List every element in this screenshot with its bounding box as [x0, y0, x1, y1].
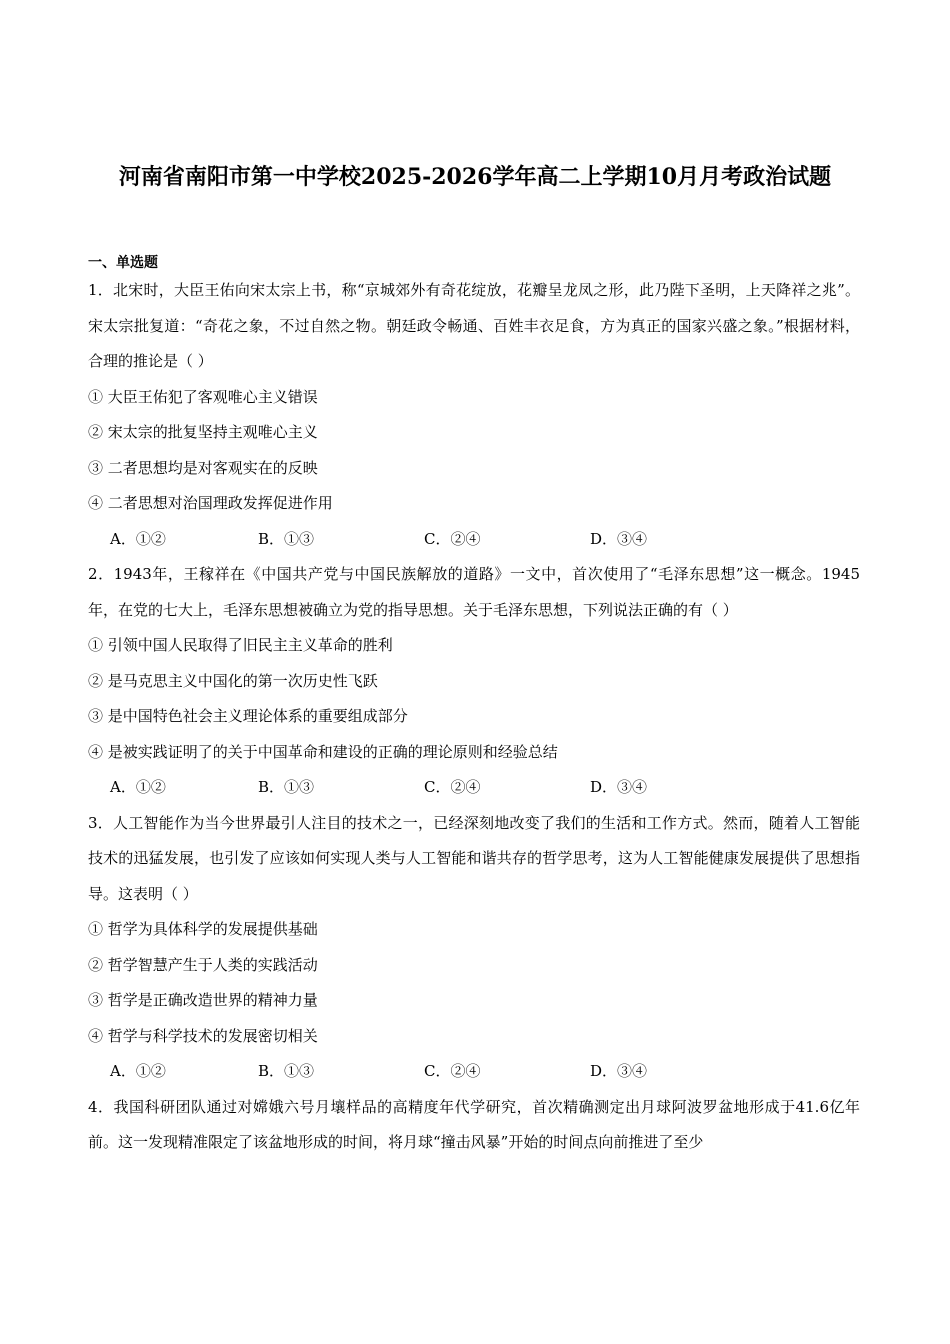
question-stem: 2．1943年，王稼祥在《中国共产党与中国民族解放的道路》一文中，首次使用了“毛泽东思想”这一概念。1945年，在党的七大上，毛泽东思想被确立为党的指导思想。关于毛泽东思想，下列说法正确的有（ ）	[88, 565, 860, 619]
option-2: ② 是马克思主义中国化的第一次历史性飞跃	[88, 671, 378, 690]
answer-a: A．①②	[110, 529, 166, 548]
question-stem: 1．北宋时，大臣王佑向宋太宗上书，称“京城郊外有奇花绽放，花瓣呈龙凤之形，此乃陛下圣明，上天降祥之兆”。宋太宗批复道：“奇花之象，不过自然之物。朝廷政令畅通、百姓丰衣足食，方为真正的国家兴盛之象。”根据材料，合理的推论是（ ）	[88, 281, 860, 370]
option-1: ① 哲学为具体科学的发展提供基础	[88, 920, 318, 938]
question-1	[88, 273, 860, 557]
section-heading: 一、单选题	[88, 255, 158, 271]
answer-a: A．①②	[110, 1062, 166, 1080]
answer-d: D．③④	[590, 1062, 648, 1080]
option-3: ③ 二者思想均是对客观实在的反映	[88, 458, 318, 477]
answer-a: A．①②	[110, 778, 166, 796]
answer-b: B．①③	[258, 1062, 315, 1080]
answer-choices	[88, 770, 860, 806]
question-stem: 3．人工智能作为当今世界最引人注目的技术之一，已经深刻地改变了我们的生活和工作方式。然而，随着人工智能技术的迅猛发展，也引发了应该如何实现人类与人工智能和谐共存的哲学思考，这为人工智能健康发展提供了思想指导。这表明（ ）	[88, 813, 860, 903]
option-4: ④ 哲学与科学技术的发展密切相关	[88, 1026, 318, 1045]
answer-c: C．②④	[424, 1062, 481, 1080]
question-stem: 4．我国科研团队通过对嫦娥六号月壤样品的高精度年代学研究，首次精确测定出月球阿波罗盆地形成于41.6亿年前。这一发现精准限定了该盆地形成的时间，将月球“撞击风暴”开始的时间点向前推进了至少	[88, 1097, 860, 1151]
answer-d: D．③④	[590, 778, 648, 796]
answer-choices	[88, 522, 860, 558]
option-4: ④ 二者思想对治国理政发挥促进作用	[88, 494, 333, 512]
question-4	[88, 1090, 860, 1161]
question-list	[88, 273, 860, 1161]
page-title: 河南省南阳市第一中学校2025-2026学年高二上学期10月月考政治试题	[118, 164, 832, 190]
answer-c: C．②④	[424, 778, 481, 796]
option-3: ③ 哲学是正确改造世界的精神力量	[88, 991, 318, 1009]
answer-choices	[88, 1054, 860, 1090]
answer-b: B．①③	[258, 529, 315, 548]
option-2: ② 哲学智慧产生于人类的实践活动	[88, 955, 318, 974]
question-3	[88, 806, 860, 1090]
answer-c: C．②④	[424, 529, 481, 548]
answer-d: D．③④	[590, 529, 648, 548]
option-4: ④ 是被实践证明了的关于中国革命和建设的正确的理论原则和经验总结	[88, 742, 558, 761]
option-1: ① 引领中国人民取得了旧民主主义革命的胜利	[88, 636, 393, 654]
option-2: ② 宋太宗的批复坚持主观唯心主义	[88, 423, 318, 441]
answer-b: B．①③	[258, 778, 315, 796]
question-2	[88, 557, 860, 806]
option-3: ③ 是中国特色社会主义理论体系的重要组成部分	[88, 707, 408, 725]
option-1: ① 大臣王佑犯了客观唯心主义错误	[88, 387, 318, 406]
